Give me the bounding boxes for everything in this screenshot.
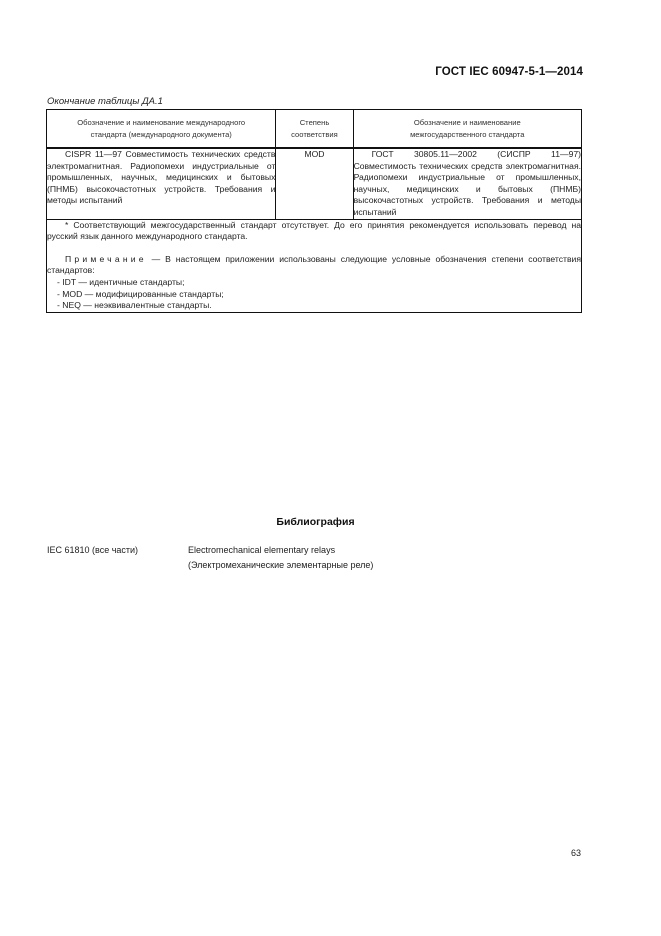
note-label: Примечание xyxy=(65,253,147,264)
column-header-international: Обозначение и наименование международного стандарта (международного документа) xyxy=(47,110,276,149)
table-footer-row xyxy=(47,219,582,312)
cell-degree: MOD xyxy=(276,148,353,219)
note-text: — В настоящем приложении использованы следующие условные обозначения степени соответствия стандартов: xyxy=(47,253,581,276)
bibliography-title-ru: (Электромеханические элементарные реле) xyxy=(188,559,374,570)
page-number: 63 xyxy=(570,848,581,858)
note-list xyxy=(47,277,581,312)
column-header-interstate: Обозначение и наименование межгосударственного стандарта xyxy=(353,110,581,149)
cell-international-standard: CISPR 11—97 Совместимость технических средств электромагнитная. Радиопомехи индустриальные от промышленных, научных, медицинских и бытовых (ПНМБ) высокочастотных устройств. Требования и методы испытаний xyxy=(47,148,276,219)
table-notes xyxy=(47,219,582,312)
bibliography-titles xyxy=(188,543,373,572)
note-list-item: - IDT — идентичные стандарты; xyxy=(57,276,185,287)
document-code: ГОСТ IEC 60947-5-1—2014 xyxy=(435,66,583,78)
note-list-item: - NEQ — неэквивалентные стандарты. xyxy=(57,300,212,311)
column-header-degree: Степень соответствия xyxy=(276,110,353,149)
cell-interstate-standard: ГОСТ 30805.11—2002 (СИСПР 11—97) Совместимость технических средств электромагнитная. Радиопомехи индустриальные от промышленных, научных, медицинских и бытовых (ПНМБ) высокочастотных устройств. Требования и методы испытаний xyxy=(353,148,581,219)
footnote: * Соответствующий межгосударственный стандарт отсутствует. До его принятия рекомендуется использовать перевод на русский язык данного международного стандарта. xyxy=(47,219,581,242)
table-caption: Окончание таблицы ДА.1 xyxy=(47,96,163,107)
bibliography-title: Библиография xyxy=(276,516,355,528)
table-row xyxy=(47,148,582,219)
bibliography-title-en: Electromechanical elementary relays xyxy=(188,545,336,555)
bibliography-entry xyxy=(47,543,373,572)
note-list-item: - MOD — модифицированные стандарты; xyxy=(57,288,224,299)
standards-correspondence-table xyxy=(46,109,582,313)
note xyxy=(47,254,581,277)
bibliography-reference: IEC 61810 (все части) xyxy=(47,545,139,555)
table-header-row xyxy=(47,110,582,149)
